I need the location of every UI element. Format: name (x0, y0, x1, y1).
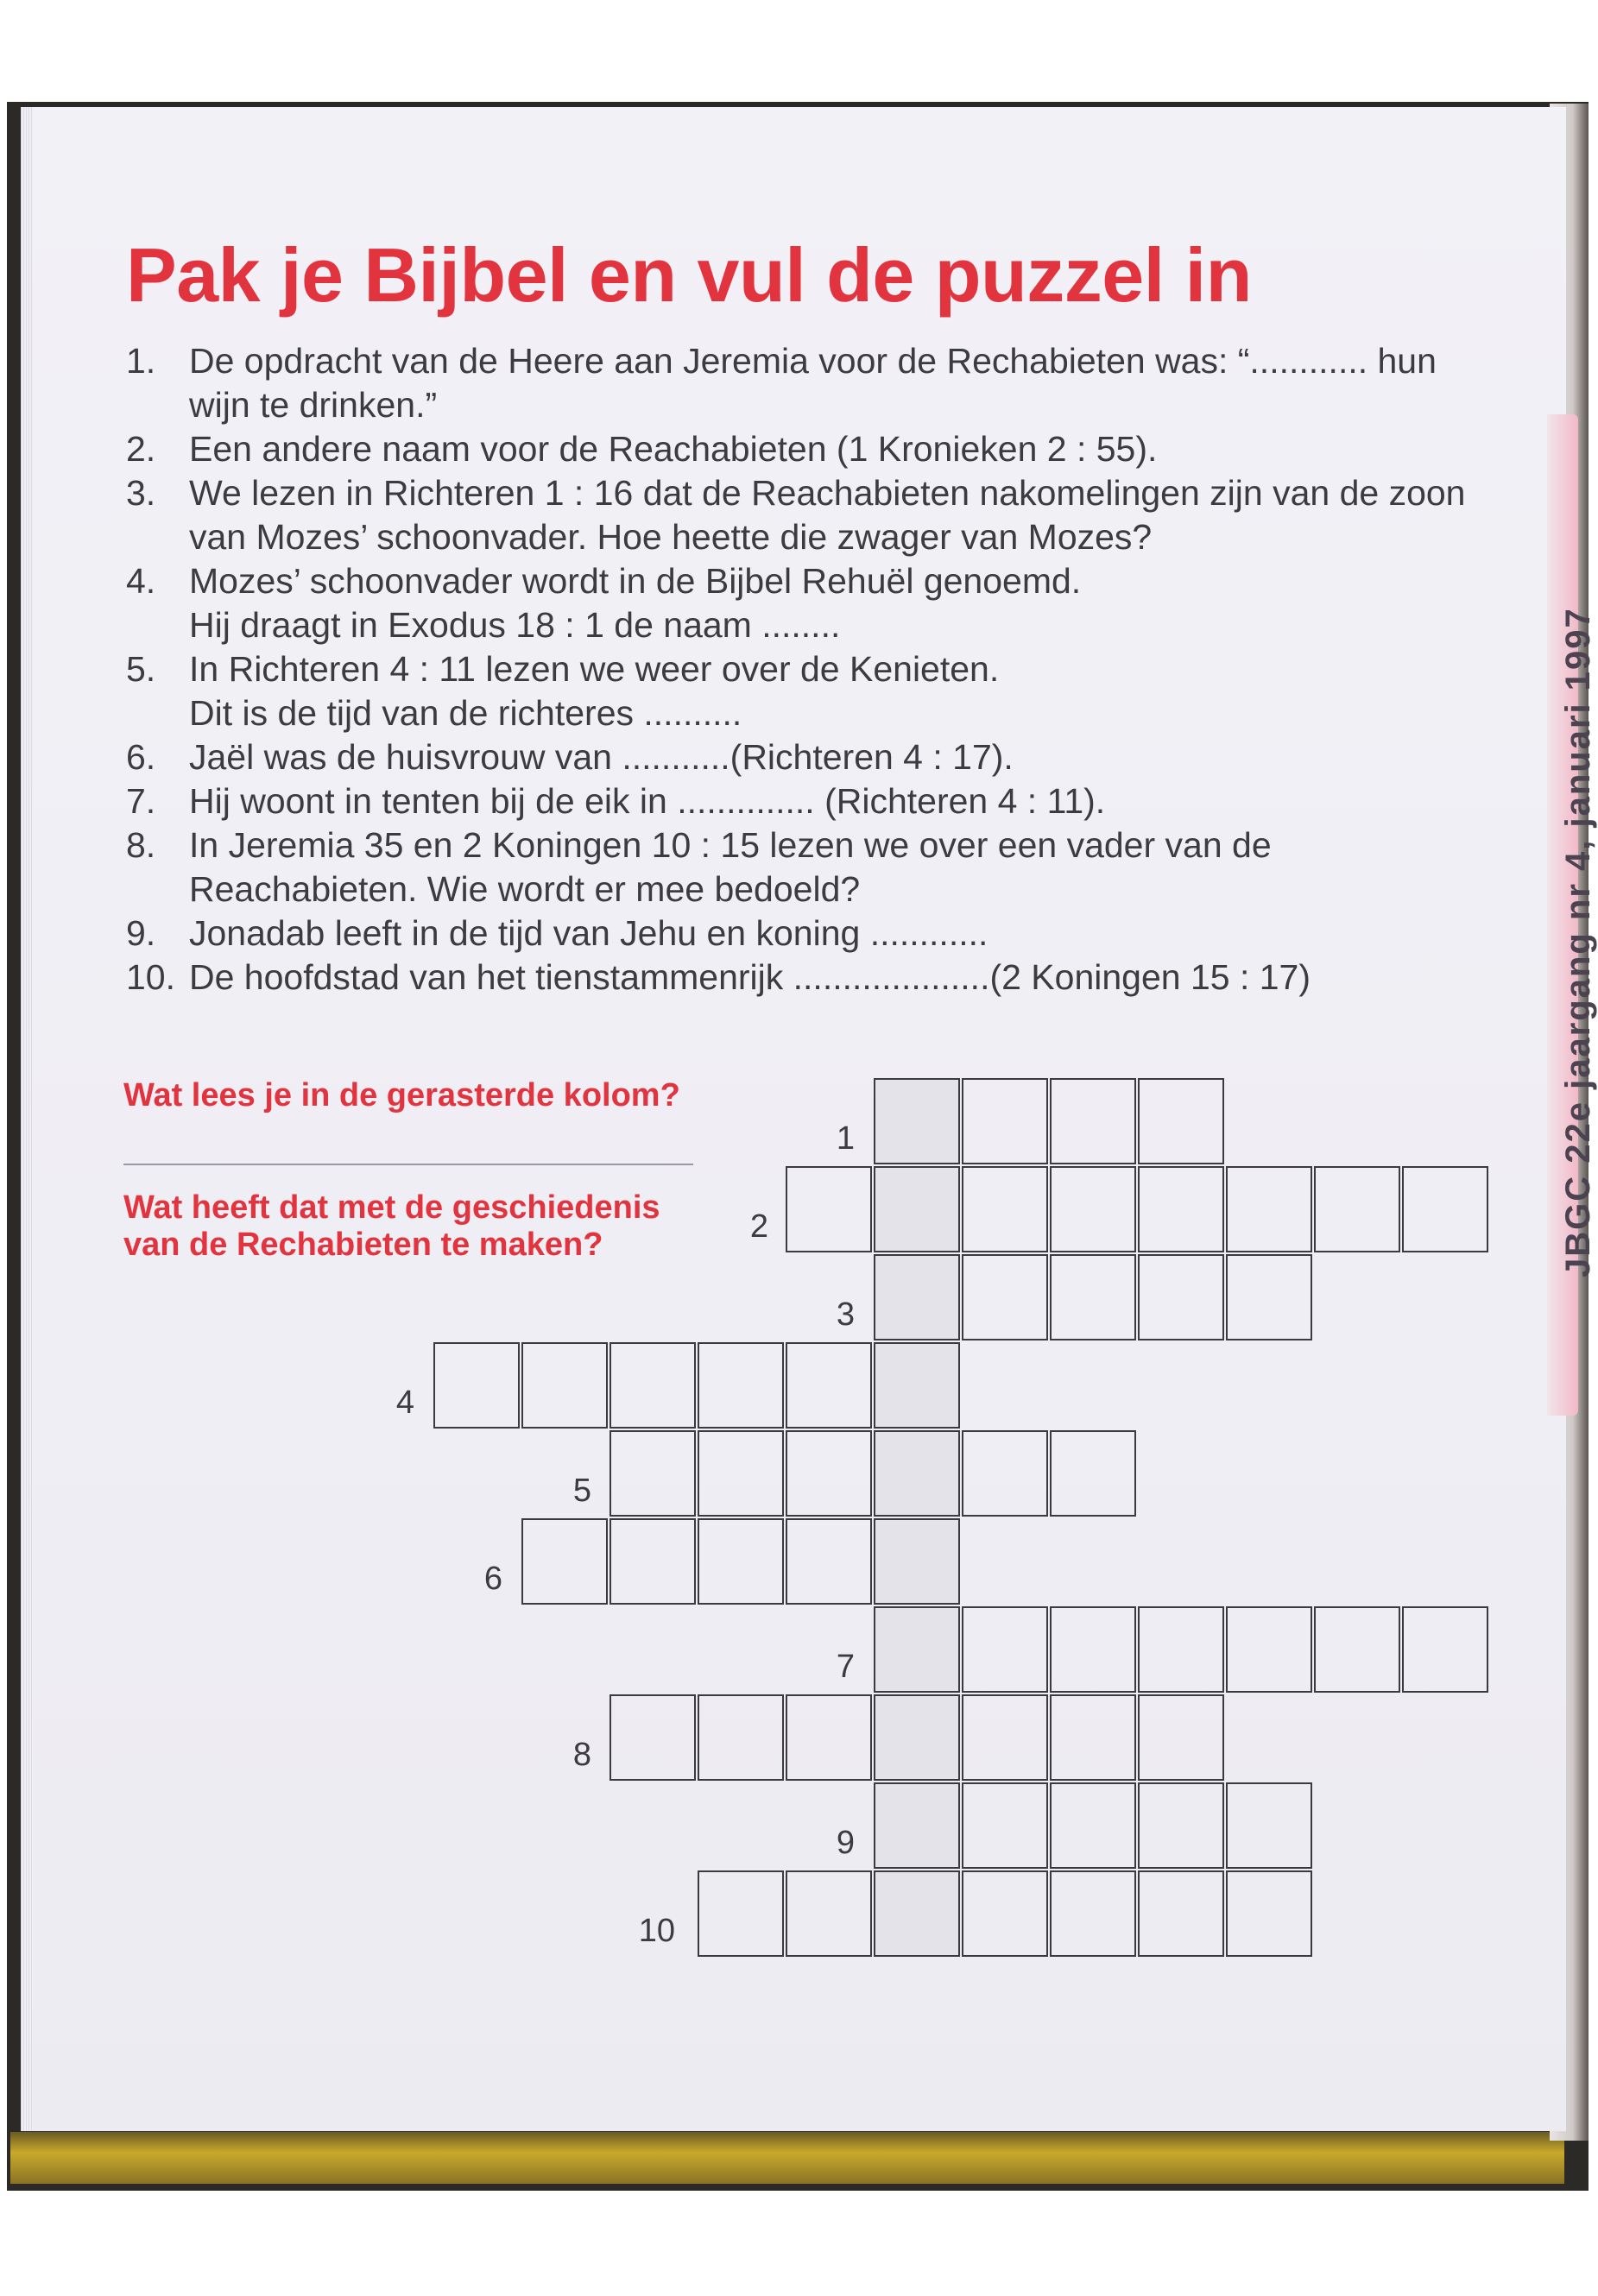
question-text: De opdracht van de Heere aan Jeremia voor de Rechabieten was: “............ hun wijn te drinken.” (189, 341, 1437, 425)
crossword-cell[interactable] (786, 1518, 872, 1605)
question-text: In Richteren 4 : 11 lezen we weer over de Kenieten. (189, 649, 1000, 689)
question-text: Mozes’ schoonvader wordt in de Bijbel Rehuël genoemd. (189, 561, 1082, 601)
clue-number-2: 2 (749, 1208, 768, 1245)
crossword-cell[interactable] (610, 1430, 696, 1517)
crossword-cell[interactable] (1050, 1430, 1136, 1517)
crossword-cell[interactable] (786, 1870, 872, 1957)
crossword-cell[interactable] (1138, 1782, 1224, 1869)
crossword-cell-shaded[interactable] (874, 1518, 960, 1605)
crossword-cell[interactable] (698, 1430, 784, 1517)
question-number: 6. (126, 737, 156, 777)
question-text: In Jeremia 35 en 2 Koningen 10 : 15 lezen we over een vader van de Reachabieten. Wie wordt er mee bedoeld? (189, 825, 1272, 909)
crossword-cell[interactable] (698, 1342, 784, 1429)
crossword-cell[interactable] (1050, 1606, 1136, 1693)
question-text: Jaël was de huisvrouw van ...........(Richteren 4 : 17). (189, 737, 1014, 777)
spine-label: JBGC 22e jaargang nr 4, januari 1997 (1559, 607, 1597, 1277)
crossword-cell[interactable] (610, 1518, 696, 1605)
question-text: Een andere naam voor de Reachabieten (1 Kronieken 2 : 55). (189, 429, 1158, 469)
crossword-cell[interactable] (1314, 1166, 1400, 1252)
crossword-cell[interactable] (786, 1342, 872, 1429)
crossword-cell[interactable] (1402, 1166, 1488, 1252)
crossword-cell[interactable] (962, 1694, 1048, 1781)
question-text: We lezen in Richteren 1 : 16 dat de Reachabieten nakomelingen zijn van de zoon van Mozes’ schoonvader. Hoe heette die zwager van Mozes? (189, 473, 1466, 557)
crossword-cell[interactable] (1314, 1606, 1400, 1693)
crossword-cell-shaded[interactable] (874, 1342, 960, 1429)
crossword-cell[interactable] (962, 1078, 1048, 1164)
crossword-cell[interactable] (962, 1430, 1048, 1517)
clue-number-1: 1 (836, 1120, 855, 1157)
crossword-cell[interactable] (786, 1694, 872, 1781)
crossword-cell[interactable] (610, 1342, 696, 1429)
crossword-cell-shaded[interactable] (874, 1606, 960, 1693)
crossword-cell[interactable] (962, 1870, 1048, 1957)
crossword-cell[interactable] (1226, 1166, 1312, 1252)
crossword-cell[interactable] (521, 1518, 608, 1605)
crossword-cell[interactable] (1138, 1870, 1224, 1957)
crossword-cell[interactable] (962, 1606, 1048, 1693)
crossword-cell[interactable] (1050, 1254, 1136, 1340)
clue-number-10: 10 (638, 1913, 675, 1949)
question-text: De hoofdstad van het tienstammenrijk ....................(2 Koningen 15 : 17) (189, 957, 1311, 997)
crossword-cell[interactable] (1138, 1694, 1224, 1781)
crossword-cell[interactable] (521, 1342, 608, 1429)
crossword-cell[interactable] (433, 1342, 520, 1429)
crossword-cell-shaded[interactable] (874, 1254, 960, 1340)
crossword-cell[interactable] (786, 1430, 872, 1517)
crossword-cell-shaded[interactable] (874, 1694, 960, 1781)
history-question-line1: Wat heeft dat met de geschiedenis (123, 1189, 660, 1226)
question-number: 8. (126, 825, 156, 865)
clue-number-8: 8 (572, 1737, 591, 1773)
question-text: Hij woont in tenten bij de eik in .............. (Richteren 4 : 11). (189, 781, 1106, 821)
question-number: 10. (126, 957, 175, 997)
question-number: 3. (126, 473, 156, 513)
question-text-line2: Hij draagt in Exodus 18 : 1 de naam ........ (189, 605, 841, 645)
hidden-column-question: Wat lees je in de gerasterde kolom? (123, 1077, 680, 1113)
crossword-cell[interactable] (610, 1694, 696, 1781)
clue-number-5: 5 (572, 1473, 591, 1509)
crossword-cell[interactable] (962, 1166, 1048, 1252)
question-text: Jonadab leeft in de tijd van Jehu en koning ............ (189, 913, 988, 953)
crossword-cell[interactable] (962, 1782, 1048, 1869)
question-text-line2: Dit is de tijd van de richteres .......... (189, 693, 742, 733)
question-number: 7. (126, 781, 156, 821)
page-title: Pak je Bijbel en vul de puzzel in (126, 232, 1252, 318)
crossword-cell[interactable] (1050, 1694, 1136, 1781)
crossword-cell[interactable] (1402, 1606, 1488, 1693)
crossword-cell[interactable] (1050, 1078, 1136, 1164)
clue-number-3: 3 (836, 1296, 855, 1333)
crossword-cell[interactable] (1050, 1870, 1136, 1957)
crossword-cell[interactable] (1138, 1166, 1224, 1252)
crossword-cell[interactable] (1226, 1606, 1312, 1693)
crossword-cell[interactable] (1226, 1870, 1312, 1957)
clue-number-6: 6 (483, 1561, 502, 1597)
clue-number-4: 4 (395, 1385, 414, 1421)
crossword-cell[interactable] (962, 1254, 1048, 1340)
question-number: 9. (126, 913, 156, 953)
crossword-cell-shaded[interactable] (874, 1078, 960, 1164)
history-question-line2: van de Rechabieten te maken? (123, 1227, 603, 1263)
question-number: 4. (126, 561, 156, 601)
crossword-cell-shaded[interactable] (874, 1166, 960, 1252)
crossword-cell[interactable] (1138, 1254, 1224, 1340)
crossword-cell[interactable] (1050, 1166, 1136, 1252)
crossword-cell[interactable] (698, 1870, 784, 1957)
crossword-cell-shaded[interactable] (874, 1430, 960, 1517)
crossword-cell-shaded[interactable] (874, 1782, 960, 1869)
crossword-cell[interactable] (1226, 1782, 1312, 1869)
question-number: 1. (126, 341, 156, 381)
crossword-cell[interactable] (698, 1518, 784, 1605)
crossword-cell[interactable] (1226, 1254, 1312, 1340)
crossword-cell[interactable] (698, 1694, 784, 1781)
crossword-cell[interactable] (786, 1166, 872, 1252)
crossword-cell[interactable] (1138, 1606, 1224, 1693)
crossword-cell-shaded[interactable] (874, 1870, 960, 1957)
question-number: 5. (126, 649, 156, 689)
crossword-cell[interactable] (1138, 1078, 1224, 1164)
crossword-cell[interactable] (1050, 1782, 1136, 1869)
clue-number-7: 7 (836, 1649, 855, 1685)
question-number: 2. (126, 429, 156, 469)
clue-number-9: 9 (836, 1825, 855, 1861)
